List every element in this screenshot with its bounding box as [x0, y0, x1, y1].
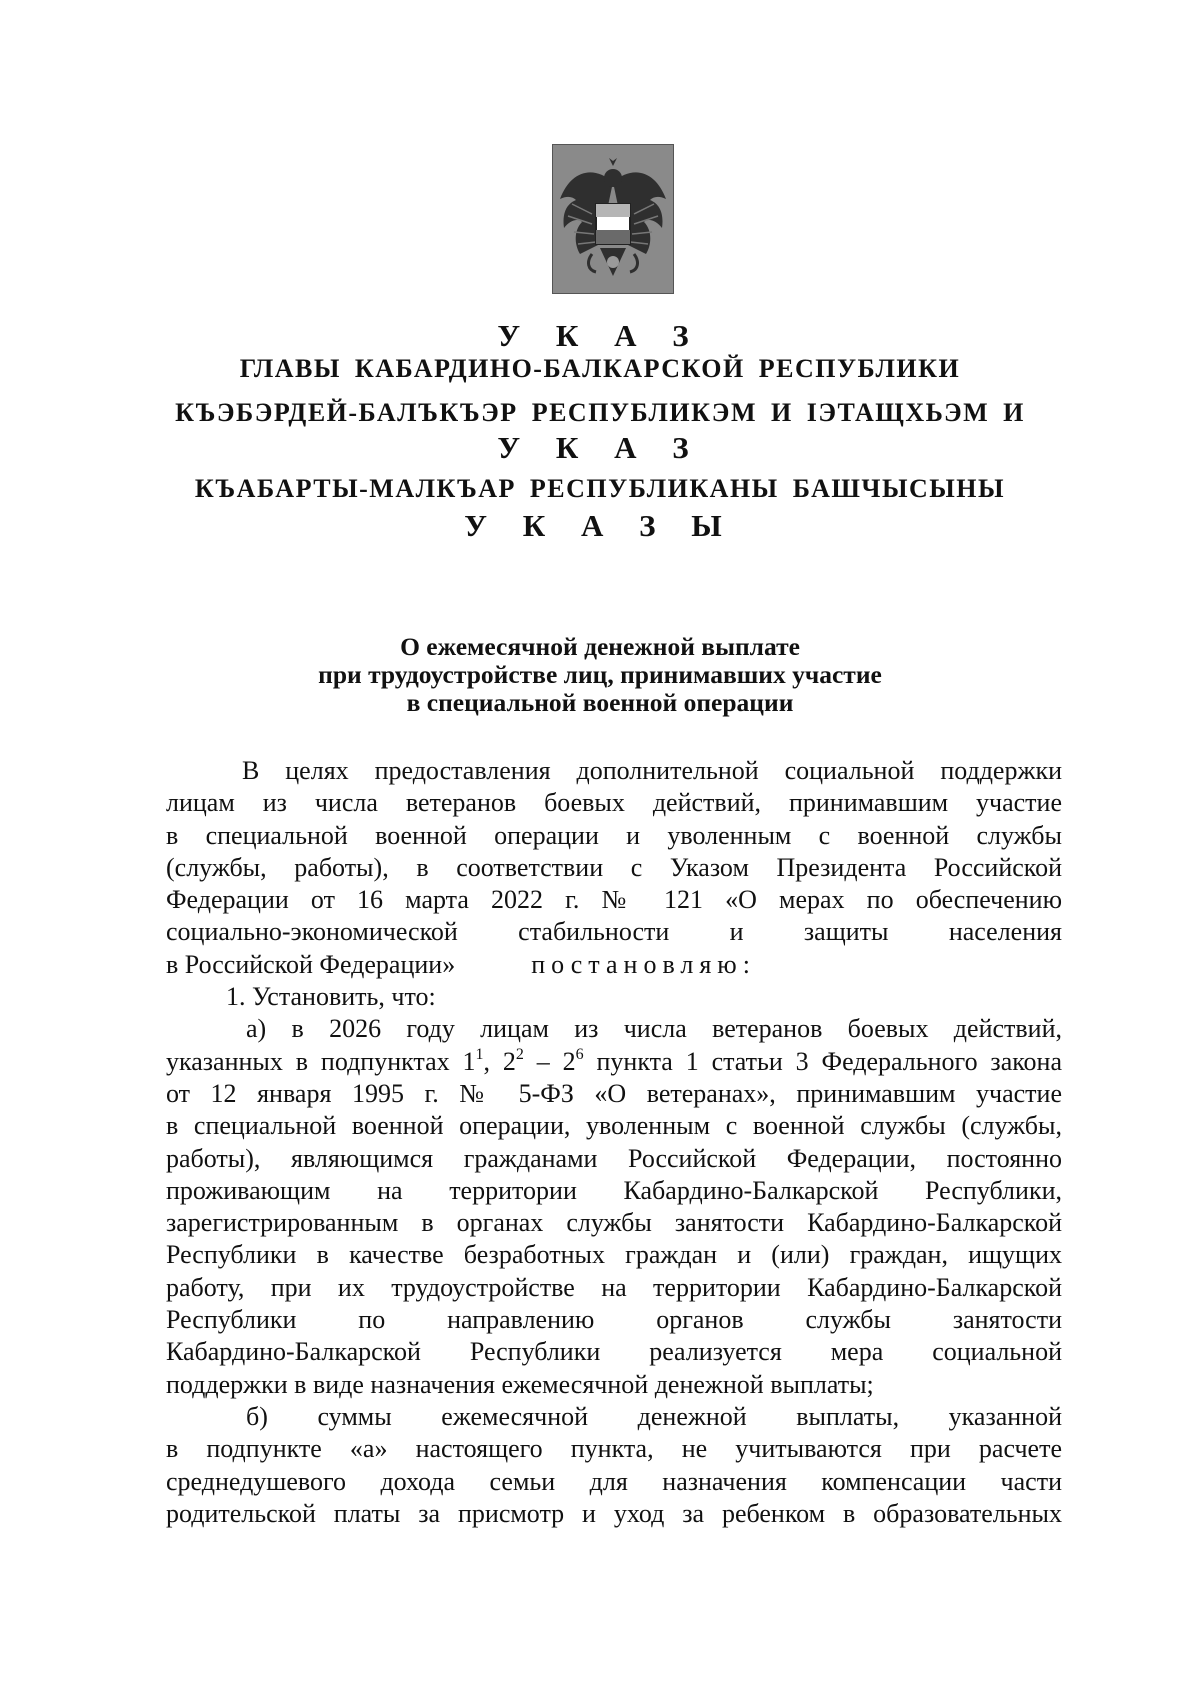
text-fragment: указанных в подпунктах 1 — [166, 1046, 476, 1076]
body-line: Федерации от 16 марта 2022 г. № 121 «О мерах по обеспечению — [166, 885, 1062, 915]
body-line: лицам из числа ветеранов боевых действий, принимавшим участие — [166, 788, 1062, 818]
header-org-russian: ГЛАВЫ КАБАРДИНО-БАЛКАРСКОЙ РЕСПУБЛИКИ — [239, 354, 961, 383]
body-line: Республики в качестве безработных граждан и (или) граждан, ищущих — [166, 1240, 1062, 1270]
text-fragment: пункта 1 статьи 3 Федерального закона — [583, 1046, 1063, 1076]
header-org-kabardian: КЪЭБЭРДЕЙ-БАЛЪКЪЭР РЕСПУБЛИКЭМ И IЭТАЩХЬЭМ И — [175, 398, 1025, 427]
body-line — [166, 949, 1062, 981]
body-line: работы), являющимся гражданами Российской Федерации, постоянно — [166, 1143, 1062, 1173]
text-fragment: , 2 — [483, 1046, 516, 1076]
body-line: проживающим на территории Кабардино-Балкарской Республики, — [166, 1175, 1062, 1205]
body-line: В целях предоставления дополнительной социальной поддержки — [242, 756, 1062, 785]
body-line: родительской платы за присмотр и уход за ребенком в образовательных — [166, 1498, 1062, 1528]
subitem-a-line: а) в 2026 году лицам из числа ветеранов боевых действий, — [246, 1014, 1062, 1044]
body-line: в подпункте «а» настоящего пункта, не учитываются при расчете — [166, 1434, 1062, 1464]
preamble-end: в Российской Федерации» — [166, 949, 456, 979]
document-title-line: О ежемесячной денежной выплате — [400, 632, 800, 661]
header-ukaz-kabardian: У К А З — [497, 430, 703, 465]
document-title-line: в специальной военной операции — [406, 688, 794, 717]
superscript: 6 — [575, 1045, 584, 1063]
body-line: работу, при их трудоустройстве на территории Кабардино-Балкарской — [166, 1272, 1062, 1302]
text-fragment: – 2 — [523, 1046, 576, 1076]
body-line: социально-экономической стабильности и защиты населения — [166, 917, 1062, 947]
body-line: среднедушевого дохода семьи для назначения компенсации части — [166, 1466, 1062, 1496]
body-line: поддержки в виде назначения ежемесячной денежной выплаты; — [166, 1369, 874, 1399]
header-ukaz-ru: У К А З — [497, 318, 703, 353]
document-title-line: при трудоустройстве лиц, принимавших участие — [318, 660, 882, 689]
resolve-word: постановляю: — [531, 949, 756, 979]
superscript: 1 — [475, 1045, 484, 1063]
subitem-b-line: б) суммы ежемесячной денежной выплаты, указанной — [246, 1401, 1062, 1431]
body-line: в специальной военной операции, уволенным с военной службы (службы, — [166, 1111, 1062, 1141]
body-line: Республики по направлению органов службы занятости — [166, 1305, 1062, 1335]
document-body — [166, 755, 1062, 1530]
superscript: 2 — [515, 1045, 524, 1063]
header-ukaz-balkar: У К А З Ы — [464, 508, 736, 543]
header-org-balkar: КЪАБАРТЫ-МАЛКЪАР РЕСПУБЛИКАНЫ БАШЧЫСЫНЫ — [194, 474, 1006, 503]
body-line: от 12 января 1995 г. № 5-ФЗ «О ветеранах», принимавшим участие — [166, 1078, 1062, 1108]
subitem-a-line — [166, 1046, 1062, 1078]
item-1-heading: 1. Установить, что: — [226, 982, 436, 1012]
body-line: в специальной военной операции и уволенным с военной службы — [166, 820, 1062, 850]
body-line: зарегистрированным в органах службы занятости Кабардино-Балкарской — [166, 1208, 1062, 1238]
body-line: Кабардино-Балкарской Республики реализуется мера социальной — [166, 1337, 1062, 1367]
body-line: (службы, работы), в соответствии с Указом Президента Российской — [166, 852, 1062, 882]
coat-of-arms-icon — [552, 144, 674, 294]
